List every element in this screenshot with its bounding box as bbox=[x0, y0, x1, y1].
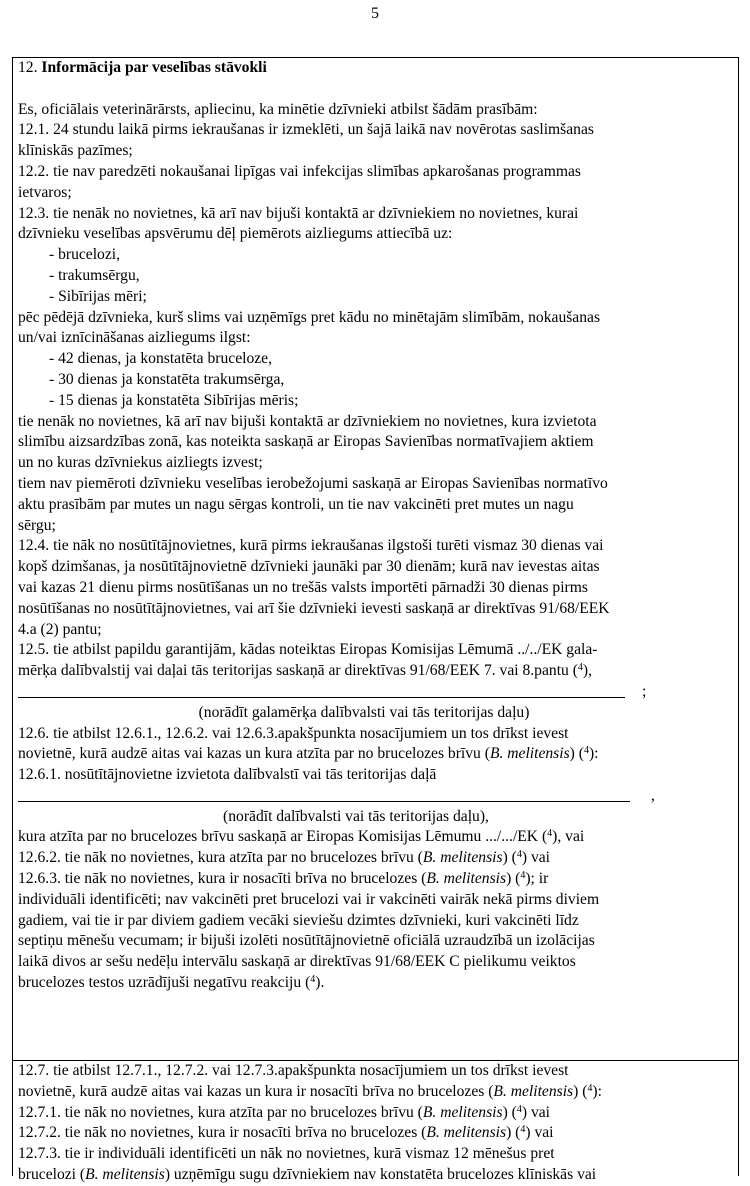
clause-12-3-line-7: un no kuras dzīvniekus aizliegts izvest; bbox=[18, 454, 263, 472]
spacer bbox=[18, 79, 734, 100]
clause-12-6-3-line-5: laikā divos ar sešu nedēļu intervālu saskaņā ar direktīvas 91/68/EEK C pielikumu veiktos bbox=[18, 953, 576, 971]
section-title: 12. Informācija par veselības stāvokli bbox=[18, 59, 267, 76]
period-item: - 15 dienas ja konstatēta Sibīrijas mēris; bbox=[49, 391, 299, 409]
clause-12-6-3-line-4: septiņu mēnešu vecumam; ir bijuši izolēti nosūtītājnovietnē oficiālā uzraudzībā un izolācijas bbox=[18, 932, 595, 950]
disease-item: - brucelozi, bbox=[49, 246, 121, 264]
clause-12-3-line-3: pēc pēdējā dzīvnieka, kurš slims vai uzņēmīgs pret kādu no minētajām slimībām, nokaušanas bbox=[18, 308, 601, 326]
clause-12-3-line-8: tiem nav piemēroti dzīvnieku veselības ierobežojumi saskaņā ar Eiropas Savienības normatīvo bbox=[18, 474, 608, 492]
clause-12-6-1-line-2: kura atzīta par no brucelozes brīvu saskaņā ar Eiropas Komisijas Lēmumu .../.../EK ($^4$), vai bbox=[18, 828, 585, 846]
fill-comma: , bbox=[651, 786, 655, 804]
clause-12-3-line-2: dzīvnieku veselības apsvērumu dēļ piemērots aizliegums attiecībā uz: bbox=[18, 225, 453, 243]
clause-12-7-3-line-2: brucelozi (B. melitensis) uzņēmīgu sugu dzīvniekiem nav konstatēta brucelozes klīniskās vai bbox=[18, 1165, 597, 1183]
clause-12-1-line-1: 12.1. 24 stundu laikā pirms iekraušanas ir izmeklēti, un šajā laikā nav novērotas saslimšanas bbox=[18, 121, 594, 139]
fill-underline bbox=[18, 697, 625, 698]
clause-12-7-1: 12.7.1. tie nāk no novietnes, kura atzīta par no brucelozes brīvu (B. melitensis) ($^4$) vai bbox=[18, 1103, 551, 1121]
clause-12-4-line-3: vai kazas 21 dienu pirms nosūtīšanas un no trešās valsts importēti pārnadži 30 dienas pirms bbox=[18, 578, 588, 596]
intro-text: Es, oficiālais veterinārārsts, apliecinu, ka minētie dzīvnieki atbilst šādām prasībām: bbox=[18, 100, 538, 118]
clause-12-7-3-line-1: 12.7.3. tie ir individuāli identificēti un nāk no novietnes, kurā vismaz 12 mēnešus pret bbox=[18, 1145, 555, 1163]
page-number: 5 bbox=[371, 5, 379, 22]
clause-12-6-1-line-1: 12.6.1. nosūtītājnovietne izvietota dalībvalstī vai tās teritorijas daļā bbox=[18, 766, 437, 784]
clause-12-2-line-2: ietvaros; bbox=[18, 183, 72, 201]
clause-12-3-line-4: un/vai iznīcināšanas aizliegums ilgst: bbox=[18, 329, 251, 347]
clause-12-3-line-1: 12.3. tie nenāk no novietnes, kā arī nav bijuši kontaktā ar dzīvniekiem no novietnes, kurai bbox=[18, 204, 579, 222]
clause-12-4-line-5: 4.a (2) pantu; bbox=[18, 620, 102, 638]
disease-item: - Sibīrijas mēri; bbox=[49, 287, 147, 305]
destination-caption: (norādīt galamērķa dalībvalsti vai tās teritorijas daļu) bbox=[198, 703, 530, 721]
section-12-7-box bbox=[12, 1061, 739, 1183]
clause-12-5-line-1: 12.5. tie atbilst papildu garantijām, kādas noteiktas Eiropas Komisijas Lēmumā ../../EK gala- bbox=[18, 641, 598, 659]
period-item: - 42 dienas, ja konstatēta bruceloze, bbox=[49, 350, 272, 368]
clause-12-1-line-2: klīniskās pazīmes; bbox=[18, 142, 133, 160]
clause-12-6-line-2: novietnē, kurā audzē aitas vai kazas un kura atzīta par no brucelozes brīvu (B. melitensis) ($^4$): bbox=[18, 745, 599, 763]
clause-12-6-3-line-3: gadiem, vai tie ir par diviem gadiem vecāki sieviešu dzimtes dzīvnieki, kuri vakcinēti līdz bbox=[18, 911, 579, 929]
clause-12-7-line-2: novietnē, kurā audzē aitas vai kazas un kura ir nosacīti brīva no brucelozes (B. melitensis) ($^4$): bbox=[18, 1082, 602, 1100]
clause-12-2-line-1: 12.2. tie nav paredzēti nokaušanai lipīgas vai infekcijas slimības apkarošanas programmas bbox=[18, 162, 581, 180]
clause-12-4-line-2: kopš dzimšanas, ja nosūtītājnovietnē dzīvnieki jaunāki par 30 dienām; kurā nav ievestas aitas bbox=[18, 558, 600, 576]
clause-12-3-line-6: slimību aizsardzības zonā, kas noteikta saskaņā ar Eiropas Savienības normatīvajiem aktiem bbox=[18, 433, 594, 451]
clause-12-7-2: 12.7.2. tie nāk no novietnes, kura ir nosacīti brīva no brucelozes (B. melitensis) ($^4$) vai bbox=[18, 1124, 554, 1142]
clause-12-3-line-9: aktu prasībām par mutes un nagu sērgas kontroli, un tie nav vakcinēti pret mutes un nagu bbox=[18, 495, 574, 513]
member-state-caption: (norādīt dalībvalsti vai tās teritorijas daļu), bbox=[223, 807, 489, 825]
period-item: - 30 dienas ja konstatēta trakumsērga, bbox=[49, 370, 285, 388]
clause-12-3-line-5: tie nenāk no novietnes, kā arī nav bijuši kontaktā ar dzīvniekiem no novietnes, kura izvietota bbox=[18, 412, 597, 430]
fill-semicolon: ; bbox=[642, 682, 647, 700]
clause-12-6-3-line-6: brucelozes testos uzrādījuši negatīvu reakciju ($^4$). bbox=[18, 974, 325, 992]
clause-12-6-line-1: 12.6. tie atbilst 12.6.1., 12.6.2. vai 12.6.3.apakšpunkta nosacījumiem un tos drīkst ievest bbox=[18, 724, 569, 742]
clause-12-5-line-2: mērķa dalībvalstij vai daļai tās teritorijas saskaņā ar direktīvas 91/68/EEK 7. vai 8.pantu ($^4$), bbox=[18, 662, 593, 680]
disease-item: - trakumsērgu, bbox=[49, 266, 140, 284]
clause-12-6-2: 12.6.2. tie nāk no novietnes, kura atzīta par no brucelozes brīvu (B. melitensis) ($^4$) vai bbox=[18, 849, 551, 867]
destination-fill-field[interactable] bbox=[18, 682, 734, 703]
clause-12-3-line-10: sērgu; bbox=[18, 516, 56, 534]
clause-12-4-line-4: nosūtīšanas no nosūtītājnovietnes, vai arī šie dzīvnieki ievesti saskaņā ar direktīvas 91/68/EEK bbox=[18, 599, 610, 617]
clause-12-4-line-1: 12.4. tie nāk no nosūtītājnovietnes, kurā pirms iekraušanas ilgstoši turēti vismaz 30 dienas vai bbox=[18, 537, 604, 555]
clause-12-7-line-1: 12.7. tie atbilst 12.7.1., 12.7.2. vai 12.7.3.apakšpunkta nosacījumiem un tos drīkst ievest bbox=[18, 1062, 569, 1079]
clause-12-6-3-line-1: 12.6.3. tie nāk no novietnes, kura ir nosacīti brīva no brucelozes (B. melitensis) ($^4$); ir bbox=[18, 870, 549, 888]
section-12-box bbox=[12, 57, 739, 1061]
fill-underline bbox=[18, 801, 630, 802]
member-state-fill-field[interactable] bbox=[18, 786, 734, 807]
clause-12-6-3-line-2: individuāli identificēti; nav vakcinēti pret brucelozi vai ir vakcinēti vairāk nekā pirms diviem bbox=[18, 890, 600, 908]
